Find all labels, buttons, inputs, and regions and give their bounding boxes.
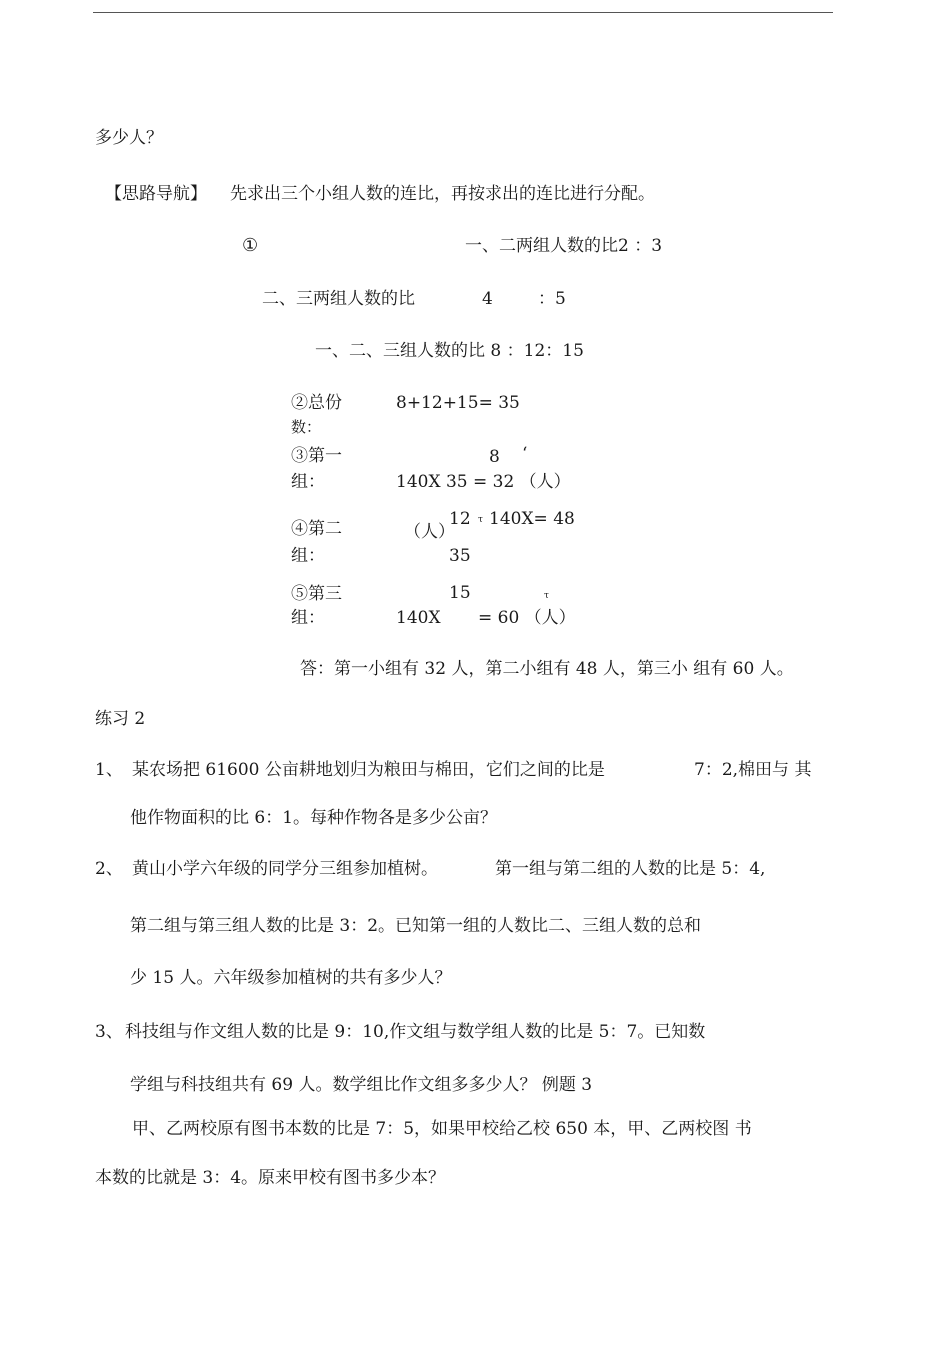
step1-ratio-line2-value: 4 — [482, 289, 493, 309]
step4-label: ④第二 — [291, 519, 342, 539]
problem-2-line3: 少 15 人。六年级参加植树的共有多少人？ — [130, 968, 452, 988]
step1-marker: ① — [242, 235, 259, 256]
example-3-line1: 甲、乙两校原有图书本数的比是 7：5，如果甲校给乙校 650 本，甲、乙两校图 书 — [132, 1119, 752, 1139]
step2-label-cont: 数： — [291, 418, 322, 436]
step3-label-cont: 组： — [291, 472, 325, 492]
continuation-text: 多少人？ — [95, 128, 163, 148]
step5-numerator: 15 — [449, 583, 471, 603]
practice-title: 练习 2 — [95, 709, 146, 729]
step4-unit: （人） — [404, 522, 455, 542]
step4-numerator: 12 — [449, 509, 471, 529]
step4-denominator: 35 — [449, 546, 471, 566]
hint-label: 【思路导航】 — [105, 184, 207, 204]
step4-label-cont: 组： — [291, 546, 325, 566]
problem-2-line1-tail: 第一组与第二组的人数的比是 5：4, — [495, 859, 766, 879]
step3-mark: ‘ — [522, 444, 528, 464]
problem-1-line2: 他作物面积的比 6：1。每种作物各是多少公亩？ — [130, 808, 498, 828]
step4-small-mark: τ — [478, 515, 483, 525]
step1-ratio-line2-label: 二、三两组人数的比 — [262, 289, 415, 309]
step5-label-cont: 组： — [291, 608, 325, 628]
problem-1-number: 1、 — [95, 760, 123, 780]
step4-expression: 140X= 48 — [489, 509, 575, 529]
problem-2-line2: 第二组与第三组人数的比是 3：2。已知第一组的人数比二、三组人数的总和 — [130, 916, 702, 936]
step1-ratio-line3: 一、二、三组人数的比 8 ：12：15 — [315, 341, 584, 361]
header-rule — [93, 12, 833, 13]
step5-small-mark: τ — [544, 591, 549, 601]
hint-text: 先求出三个小组人数的连比，再按求出的连比进行分配。 — [230, 184, 655, 204]
step5-label: ⑤第三 — [291, 584, 342, 604]
step3-expression: 140X 35 = 32 （人） — [396, 472, 571, 492]
step2-label: ②总份 — [291, 393, 342, 413]
step1-ratio-line1: 一、二两组人数的比2 ：3 — [465, 236, 663, 256]
step3-numerator: 8 — [489, 447, 500, 467]
answer-text: 答：第一小组有 32 人，第二小组有 48 人，第三小 组有 60 人。 — [300, 659, 794, 679]
step5-expression-left: 140X — [396, 608, 441, 628]
step5-expression-right: = 60 （人） — [478, 608, 576, 628]
example-3-line2: 本数的比就是 3：4。原来甲校有图书多少本？ — [95, 1168, 446, 1188]
step3-label: ③第一 — [291, 446, 342, 466]
problem-3-number: 3、 — [95, 1022, 123, 1042]
step1-ratio-line2-tail: ：5 — [538, 289, 566, 309]
problem-1-line1: 某农场把 61600 公亩耕地划归为粮田与棉田，它们之间的比是 — [132, 760, 605, 780]
problem-2-line1: 黄山小学六年级的同学分三组参加植树。 — [132, 859, 438, 879]
step2-expression: 8+12+15= 35 — [396, 393, 520, 413]
problem-3-line2: 学组与科技组共有 69 人。数学组比作文组多多少人？ 例题 3 — [130, 1075, 593, 1095]
problem-3-line1: 科技组与作文组人数的比是 9：10,作文组与数学组人数的比是 5：7。已知数 — [125, 1022, 706, 1042]
problem-1-line1-tail: 7：2,棉田与 其 — [694, 760, 812, 780]
problem-2-number: 2、 — [95, 859, 123, 879]
